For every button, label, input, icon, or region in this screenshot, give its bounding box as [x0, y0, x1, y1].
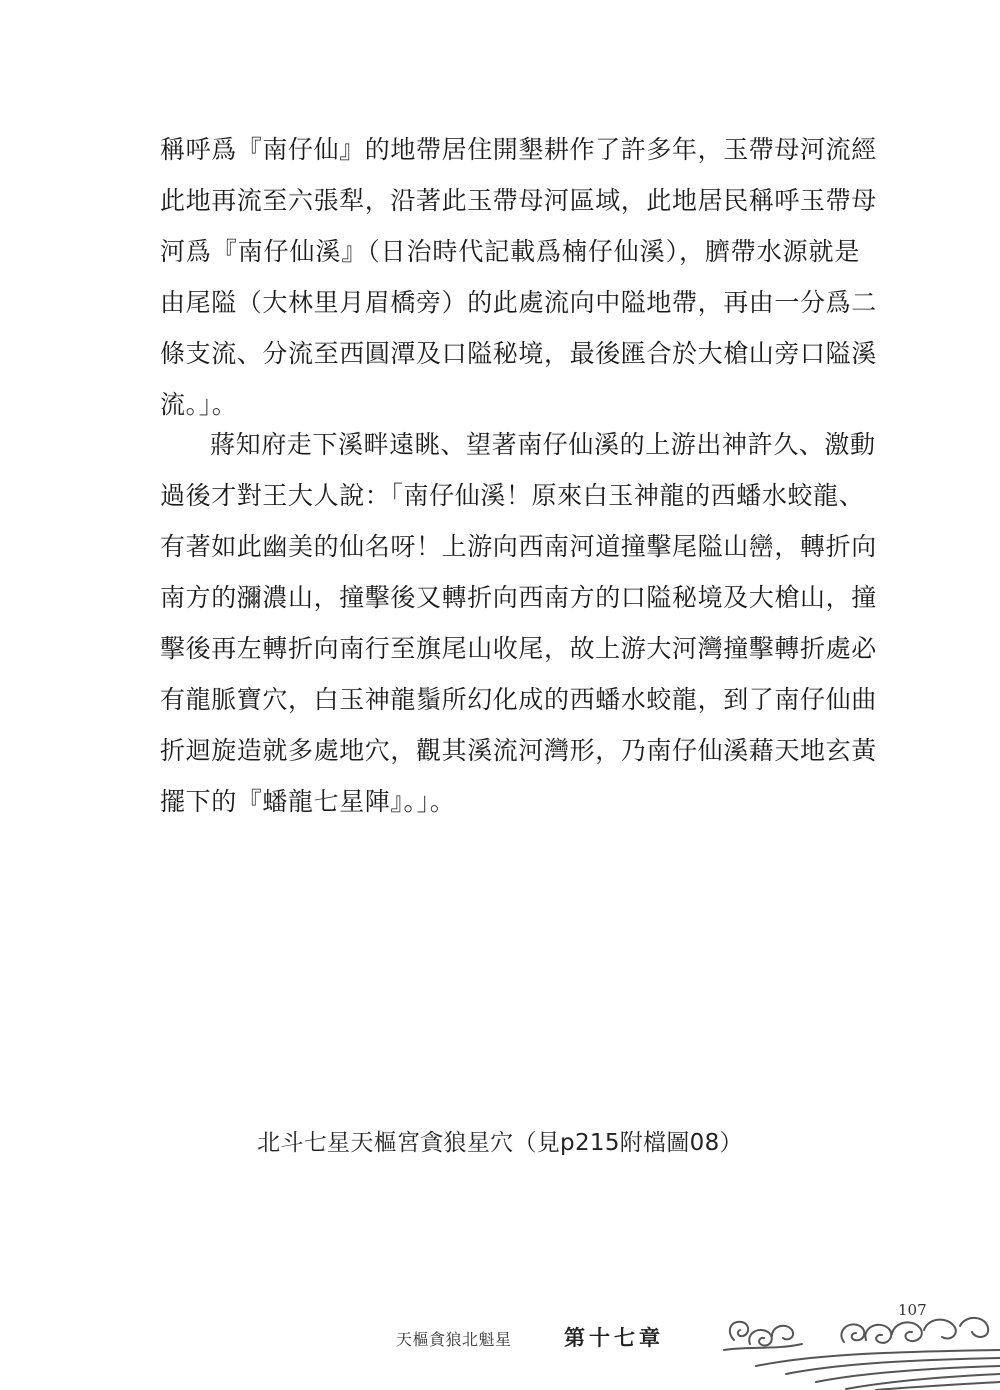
text-line: 過後才對王大人說：「南仔仙溪！原來白玉神龍的西蟠水蛟龍、	[160, 481, 865, 510]
text-line: 折迴旋造就多處地穴，觀其溪流河灣形，乃南仔仙溪藉天地玄黃	[160, 736, 877, 765]
text-line: 蔣知府走下溪畔遠眺、望著南仔仙溪的上游出神許久、激動	[210, 430, 876, 459]
text-line: 擊後再左轉折向南行至旗尾山收尾，故上游大河灣撞擊轉折處必	[160, 634, 877, 663]
page-number: 107	[898, 1301, 927, 1319]
text-line: 擺下的『蟠龍七星陣』。」。	[160, 787, 456, 816]
running-title: 天樞貪狼北魁星	[396, 1330, 512, 1349]
wave-cloud-ornament-icon	[716, 1300, 1000, 1390]
text-line: 河爲『南仔仙溪』（日治時代記載爲楠仔仙溪），臍帶水源就是	[160, 237, 860, 266]
text-line: 條支流、分流至西圓潭及口隘秘境，最後匯合於大槍山旁口隘溪	[160, 339, 877, 368]
text-line: 南方的瀰濃山，撞擊後又轉折向西南方的口隘秘境及大槍山，撞	[160, 583, 877, 612]
body-paragraph-2	[160, 419, 877, 827]
text-line: 由尾隘（大林里月眉橋旁）的此處流向中隘地帶，再由一分爲二	[160, 288, 877, 317]
chapter-label: 第十七章	[564, 1325, 664, 1350]
text-line: 有著如此幽美的仙名呀！上游向西南河道撞擊尾隘山巒，轉折向	[160, 532, 877, 561]
body-paragraph-1	[160, 124, 877, 430]
text-line: 稱呼爲『南仔仙』的地帶居住開墾耕作了許多年，玉帶母河流經	[160, 135, 877, 164]
text-line: 有龍脈寶穴，白玉神龍鬚所幻化成的西蟠水蛟龍，到了南仔仙曲	[160, 685, 877, 714]
text-line: 流。」。	[160, 390, 238, 419]
text-line: 此地再流至六張犁，沿著此玉帶母河區域，此地居民稱呼玉帶母	[160, 186, 877, 215]
figure-caption: 北斗七星天樞宮貪狼星穴（見p215附檔圖08）	[257, 1130, 743, 1156]
